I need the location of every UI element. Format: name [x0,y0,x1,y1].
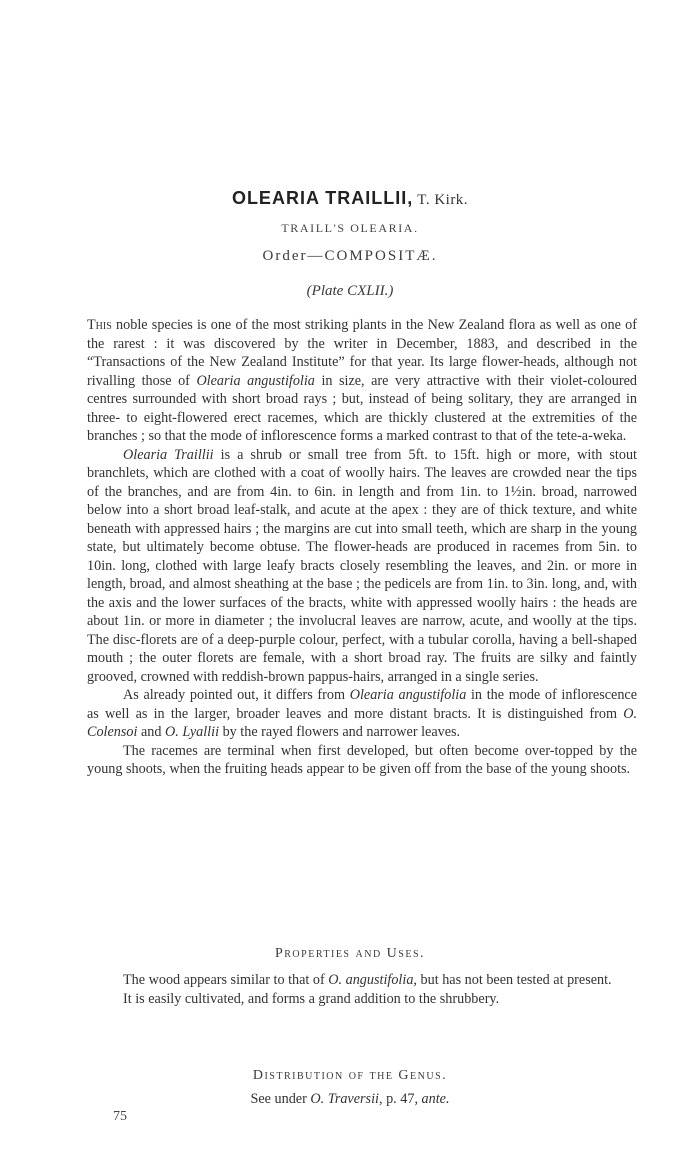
title-line [0,188,700,209]
description-text [87,316,637,779]
distribution-heading: Distribution of the Genus. [252,1068,448,1083]
text-run: , p. 47, [378,1091,422,1107]
text-run: by the rayed flowers and narrower leaves. [219,724,461,740]
species-name: Olearia Traillii [123,446,214,463]
distribution-text [0,1091,700,1108]
drop-word: This [87,317,112,333]
species-name: Olearia angustifolia [196,372,315,389]
common-name: TRAILL'S OLEARIA. [281,221,419,235]
text-run: in the mode of inflorescence as well as in the larger, broader leaves and more distant bracts. It is distinguished from [87,687,638,722]
properties-paragraph-1 [87,971,637,990]
species-name: O. angustifolia [328,972,414,988]
order-heading: Order—COMPOSITÆ. [262,248,438,264]
species-name: Olearia angustifolia [349,687,467,703]
paragraph-2 [87,446,637,687]
properties-text [87,971,637,1008]
text-run: is a shrub or small tree from 5ft. to 15ft. high or more, with stout branchlets, which are clothed with a coat of woolly hairs. The leaves are crowded near the tips of the branches, and are from 4in. to 6in. in length and from 1in. to 1½in. broad, narrowed below into a short broad leaf-stalk, and acute at the apex : they are of thick texture, and white beneath with appressed hairs ; the margins are cut into small teeth, which are sharp in the young state, but ultimately become obtuse. The flower-heads are produced in racemes from 5in. to 10in. long, clothed with large leafy bracts closely resembling the leaves, and 2in. or more in length, broad, and almost sheathing at the base ; the pedicels are from 1in. to 3in. long, and, with the axis and the lower surfaces of the bracts, white with appressed woolly hairs : the heads are about 1in. or more in diameter ; the involucral leaves are narrow, acute, and woolly at the tips. The disc-florets are of a deep-purple colour, perfect, with a tubular corolla, having a bell-shaped mouth ; the outer florets are female, with a short broad ray. The fruits are silky and faintly grooved, crowned with reddish-brown pappus-hairs, arranged in a single series. [87,446,637,685]
text-run: See under [250,1091,311,1107]
paragraph-1 [87,316,637,446]
paragraph-3 [87,686,637,742]
species-author: T. Kirk. [417,192,469,208]
paragraph-4: The racemes are terminal when first developed, but often become over-topped by the young shoots, when the fruiting heads appear to be given off from the base of the young shoots. [87,742,637,777]
ante-word: ante. [421,1091,450,1107]
species-title: OLEARIA TRAILLII, [231,188,414,208]
text-run: , but has not been tested at present. [413,972,612,988]
species-name: O. Traversii [310,1091,379,1107]
page-number: 75 [113,1109,127,1124]
text-run: noble species is one of the most striking plants in the New Zealand flora as well as one of the rarest : it was discovered by the writer in December, 1883, and described in the “Transactions of the New Zealand Institute” for that year. Its large flower-heads, although not rivalling those of [87,317,637,389]
plate-reference: (Plate CXLII.) [306,283,394,299]
species-name: O. Colensoi [87,705,637,740]
properties-heading: Properties and Uses. [274,946,426,961]
species-name: O. Lyallii [165,724,220,740]
text-run: The wood appears similar to that of [123,972,329,988]
text-run: in size, are very attractive with their violet-coloured centres surrounded with short broad rays ; but, instead of being solitary, they are arranged in three- to eight-flowered erect racemes, which are thickly clustered at the extremities of the branches ; so that the mode of inflorescence forms a marked contrast to that of the tete-a-weka. [87,372,637,444]
text-run: and [137,724,166,740]
properties-paragraph-2: It is easily cultivated, and forms a grand addition to the shrubbery. [123,990,500,1007]
text-run: As already pointed out, it differs from [123,687,350,703]
